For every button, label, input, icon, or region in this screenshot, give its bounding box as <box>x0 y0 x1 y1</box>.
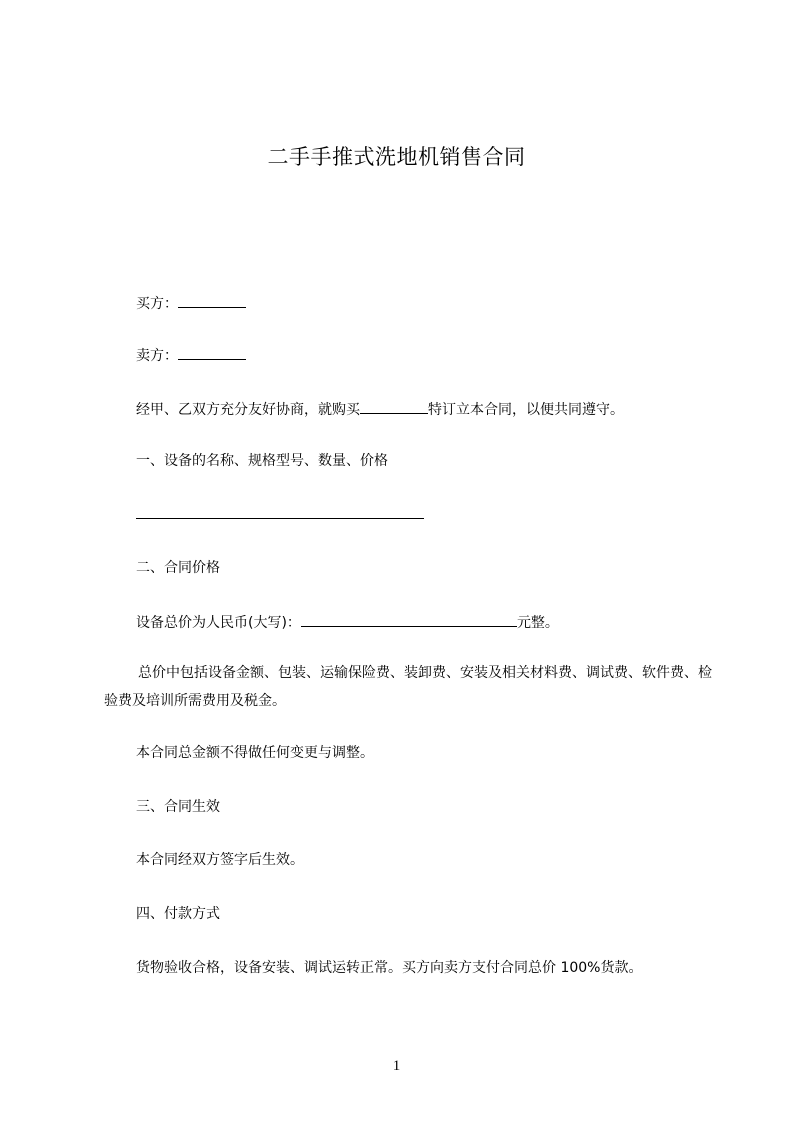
seller-blank[interactable] <box>178 344 246 360</box>
intro-text-before: 经甲、乙双方充分友好协商，就购买 <box>136 402 360 418</box>
price-suffix: 元整。 <box>516 615 559 631</box>
price-line <box>136 611 559 633</box>
price-includes-paragraph: 总价中包括设备金额、包装、运输保险费、装卸费、安装及相关材料费、调试费、软件费、检验费及培训所需费用及税金。 <box>104 665 712 709</box>
section1-heading: 一、设备的名称、规格型号、数量、价格 <box>136 453 388 469</box>
seller-label: 卖方： <box>136 348 178 364</box>
document-title: 二手手推式洗地机销售合同 <box>267 145 526 169</box>
buyer-label: 买方： <box>136 296 178 312</box>
effective-paragraph: 本合同经双方签字后生效。 <box>136 852 304 868</box>
page-number: 1 <box>392 1058 401 1074</box>
intro-text-after: 特订立本合同，以便共同遵守。 <box>428 402 624 418</box>
no-change-paragraph: 本合同总金额不得做任何变更与调整。 <box>136 745 374 761</box>
section4-heading: 四、付款方式 <box>136 906 220 922</box>
section2-heading: 二、合同价格 <box>136 560 220 576</box>
section3-heading: 三、合同生效 <box>136 799 220 815</box>
intro-line <box>136 398 624 420</box>
equipment-details-blank[interactable] <box>136 518 424 519</box>
price-blank[interactable] <box>301 611 517 627</box>
product-blank[interactable] <box>360 398 428 414</box>
buyer-blank[interactable] <box>178 292 246 308</box>
buyer-line <box>136 292 246 314</box>
seller-line <box>136 344 246 366</box>
payment-paragraph: 货物验收合格，设备安装、调试运转正常。买方向卖方支付合同总价 100%货款。 <box>136 960 643 976</box>
price-label: 设备总价为人民币(大写)： <box>136 615 301 631</box>
